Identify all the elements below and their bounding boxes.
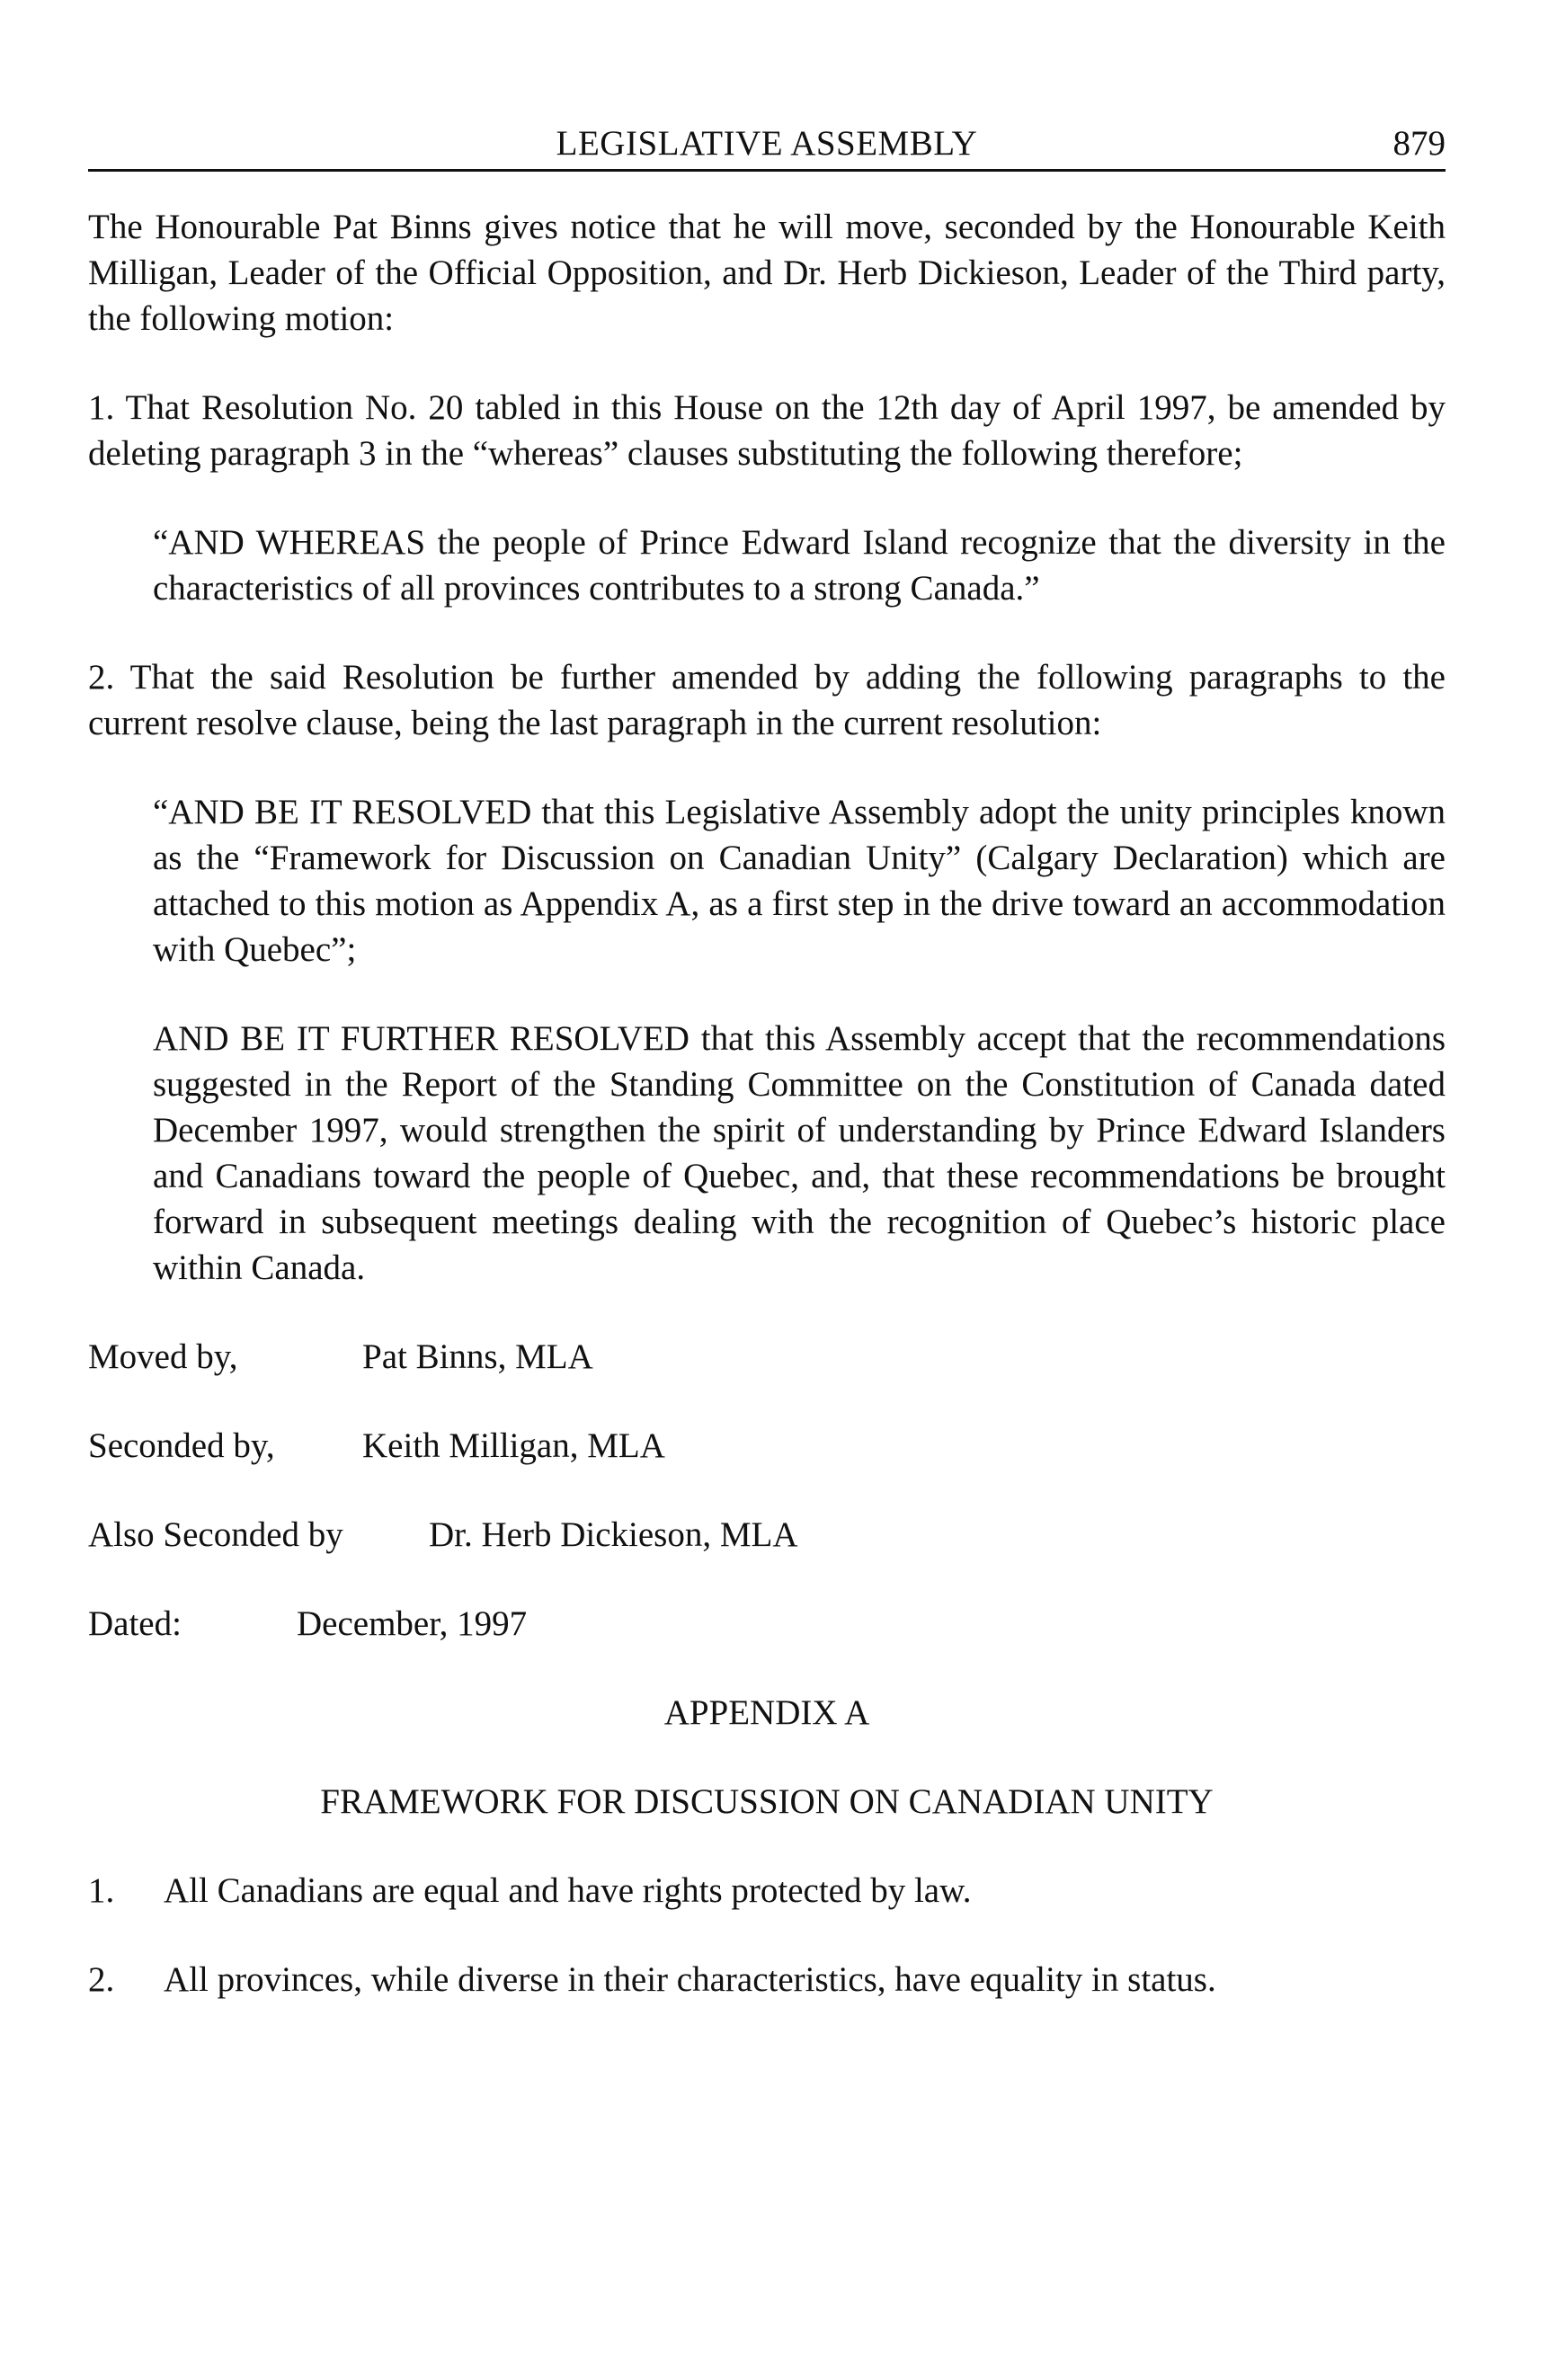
signature-label: Seconded by,: [88, 1426, 275, 1465]
item-number: 1.: [88, 1871, 115, 1910]
resolved-quote: “AND BE IT RESOLVED that this Legislative Assembly adopt the unity principles known as the “Framework for Discussion on Canadian Unity” (Calgary Declaration) which are attached to this motion as Appendix A, as a first step in the drive toward an accommodation with Quebec”;: [153, 793, 1446, 969]
page-number: 879: [1392, 124, 1446, 163]
signature-name: December, 1997: [297, 1604, 528, 1643]
clause-2: 2. That the said Resolution be further amended by adding the following paragraphs to the current resolve clause, being the last paragraph in the current resolution:: [88, 658, 1446, 742]
signature-label: Moved by,: [88, 1337, 238, 1376]
header-title: LEGISLATIVE ASSEMBLY: [556, 124, 978, 163]
appendix-subtitle: FRAMEWORK FOR DISCUSSION ON CANADIAN UNITY: [320, 1782, 1214, 1821]
item-number: 2.: [88, 1960, 115, 1999]
appendix-item: [88, 1957, 1446, 2003]
signature-seconded: [88, 1423, 1446, 1469]
signature-dated: [88, 1601, 1446, 1647]
item-text: All Canadians are equal and have rights protected by law.: [164, 1871, 972, 1910]
signature-name: Dr. Herb Dickieson, MLA: [429, 1515, 798, 1554]
clause-1: 1. That Resolution No. 20 tabled in this House on the 12th day of April 1997, be amended by deleting paragraph 3 in the “whereas” clauses substituting the following therefore;: [88, 388, 1446, 473]
signature-also-seconded: [88, 1512, 1446, 1558]
signature-label: Dated:: [88, 1604, 182, 1643]
appendix-title: APPENDIX A: [663, 1693, 870, 1732]
signature-moved: [88, 1334, 1446, 1380]
signature-name: Keith Milligan, MLA: [362, 1426, 665, 1465]
document-page: [88, 115, 1446, 2003]
signature-name: Pat Binns, MLA: [362, 1337, 593, 1376]
intro-paragraph: The Honourable Pat Binns gives notice that he will move, seconded by the Honourable Keith Milligan, Leader of the Official Opposition, and Dr. Herb Dickieson, Leader of the Third party, the following motion:: [88, 208, 1446, 338]
whereas-quote: “AND WHEREAS the people of Prince Edward Island recognize that the diversity in the characteristics of all provinces contributes to a strong Canada.”: [153, 523, 1446, 608]
page-header: [88, 115, 1446, 172]
signature-label: Also Seconded by: [88, 1515, 343, 1554]
further-resolved: AND BE IT FURTHER RESOLVED that this Assembly accept that the recommendations suggested in the Report of the Standing Committee on the Constitution of Canada dated December 1997, would strengthen the spirit of understanding by Prince Edward Islanders and Canadians toward the people of Quebec, and, that these recommendations be brought forward in subsequent meetings dealing with the recognition of Quebec’s historic place within Canada.: [153, 1019, 1446, 1287]
appendix-item: [88, 1868, 1446, 1914]
item-text: All provinces, while diverse in their characteristics, have equality in status.: [164, 1960, 1216, 1999]
